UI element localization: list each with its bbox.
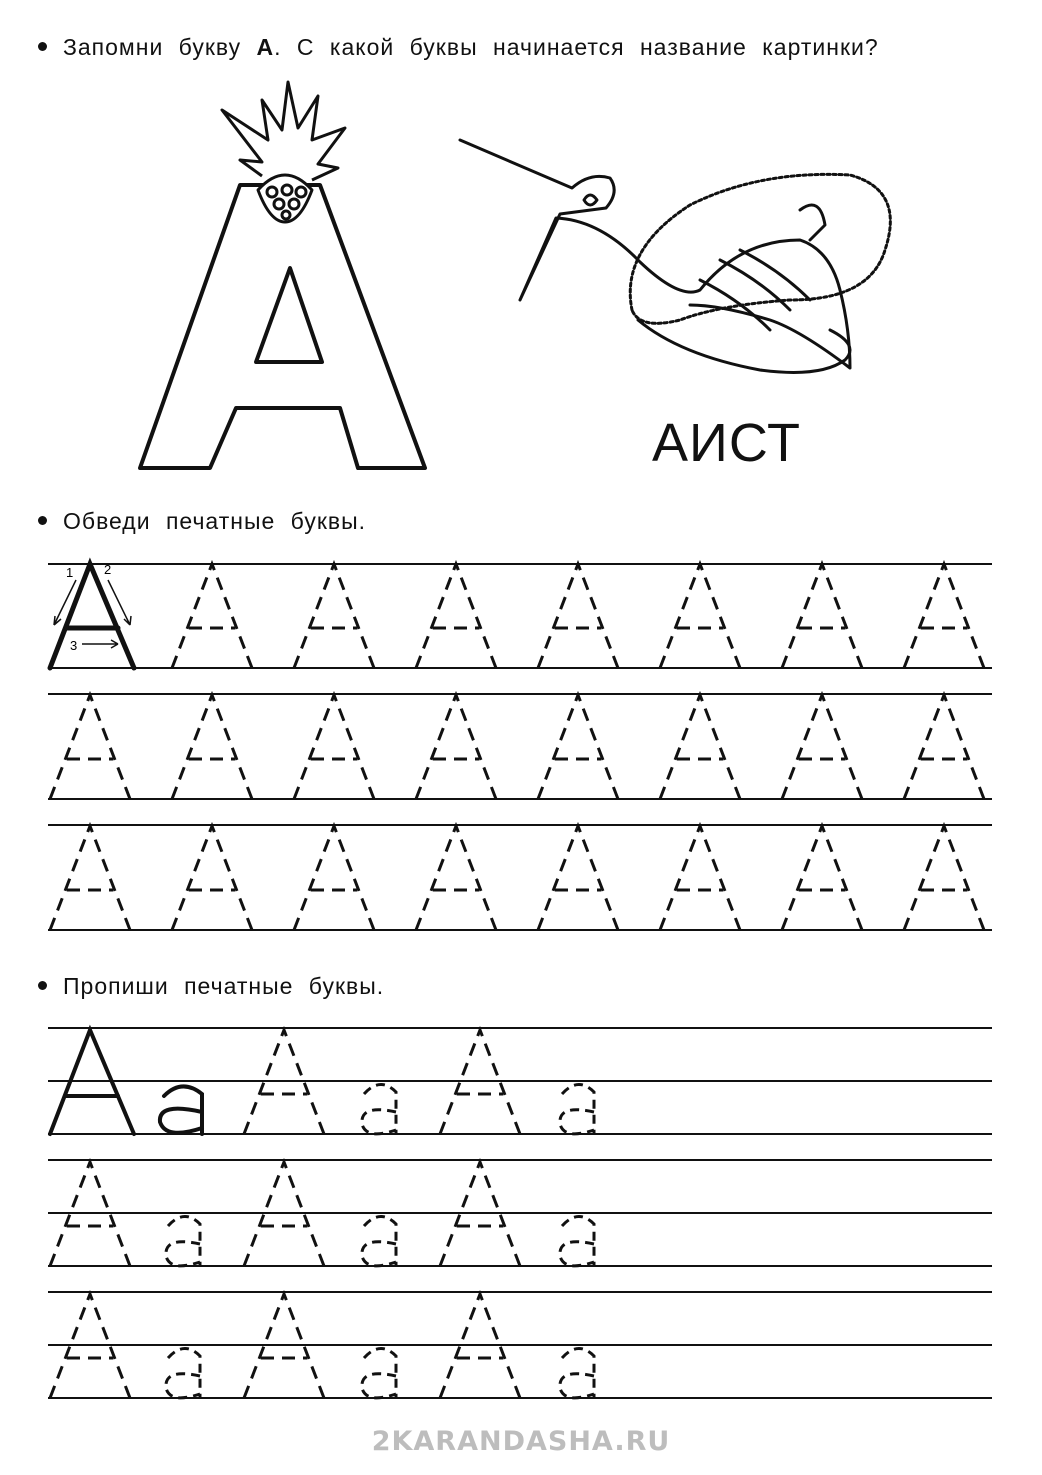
bullet-icon bbox=[38, 981, 47, 990]
dashed-letter-a[interactable] bbox=[538, 695, 618, 799]
instruction-trace bbox=[38, 508, 366, 535]
trace-row-2 bbox=[50, 695, 984, 799]
dashed-letter-a[interactable] bbox=[294, 695, 374, 799]
write-guide-lines bbox=[48, 1028, 992, 1398]
dashed-letter-small-a[interactable] bbox=[362, 1348, 396, 1398]
dashed-letter-a[interactable] bbox=[172, 826, 252, 930]
bullet-icon bbox=[38, 516, 47, 525]
instruction-write bbox=[38, 973, 384, 1000]
dashed-letter-a[interactable] bbox=[416, 695, 496, 799]
sample-letter-a bbox=[50, 564, 134, 668]
dashed-letter-small-a[interactable] bbox=[362, 1216, 396, 1266]
stroke-hint-2: 2 bbox=[104, 562, 112, 577]
instruction-remember-question: . С какой буквы начинается название картинки? bbox=[274, 34, 879, 60]
dashed-letter-small-a[interactable] bbox=[560, 1216, 594, 1266]
dashed-letter-a[interactable] bbox=[660, 826, 740, 930]
dashed-letter-a[interactable] bbox=[294, 826, 374, 930]
instruction-write-text: Пропиши печатные буквы. bbox=[63, 973, 385, 999]
instruction-remember-text: Запомни букву bbox=[63, 34, 257, 60]
dashed-letter-a[interactable] bbox=[416, 564, 496, 668]
stroke-hint-3: 3 bbox=[70, 638, 78, 653]
dashed-letter-a[interactable] bbox=[782, 695, 862, 799]
dashed-letter-a[interactable] bbox=[294, 564, 374, 668]
dashed-letter-small-a[interactable] bbox=[166, 1348, 200, 1398]
instruction-remember-letter: А bbox=[256, 34, 275, 60]
dashed-letter-a[interactable] bbox=[660, 564, 740, 668]
dashed-letter-a[interactable] bbox=[538, 826, 618, 930]
dashed-letter-a[interactable] bbox=[172, 564, 252, 668]
dashed-letter-a[interactable] bbox=[50, 826, 130, 930]
dashed-letter-a[interactable] bbox=[782, 826, 862, 930]
dashed-letter-small-a[interactable] bbox=[362, 1084, 396, 1134]
dashed-letter-small-a[interactable] bbox=[560, 1084, 594, 1134]
dashed-letter-a[interactable] bbox=[904, 695, 984, 799]
trace-row-1 bbox=[172, 564, 984, 668]
stroke-hint-1: 1 bbox=[66, 565, 74, 580]
dashed-letter-a[interactable] bbox=[904, 564, 984, 668]
dashed-letter-a[interactable] bbox=[50, 695, 130, 799]
dashed-letter-a[interactable] bbox=[538, 564, 618, 668]
trace-row-3 bbox=[50, 826, 984, 930]
watermark: 2KARANDASHA.RU bbox=[371, 1426, 671, 1457]
dashed-letter-a[interactable] bbox=[904, 826, 984, 930]
dashed-letter-a[interactable] bbox=[782, 564, 862, 668]
dashed-letter-small-a[interactable] bbox=[560, 1348, 594, 1398]
stork-icon bbox=[460, 140, 890, 372]
picture-word: АИСТ bbox=[652, 413, 802, 473]
instruction-trace-text: Обведи печатные буквы. bbox=[63, 508, 367, 534]
big-letter-a-illustration bbox=[140, 82, 425, 468]
dashed-letter-a[interactable] bbox=[172, 695, 252, 799]
dashed-letter-a[interactable] bbox=[416, 826, 496, 930]
dashed-letter-small-a[interactable] bbox=[166, 1216, 200, 1266]
dashed-letter-a[interactable] bbox=[660, 695, 740, 799]
